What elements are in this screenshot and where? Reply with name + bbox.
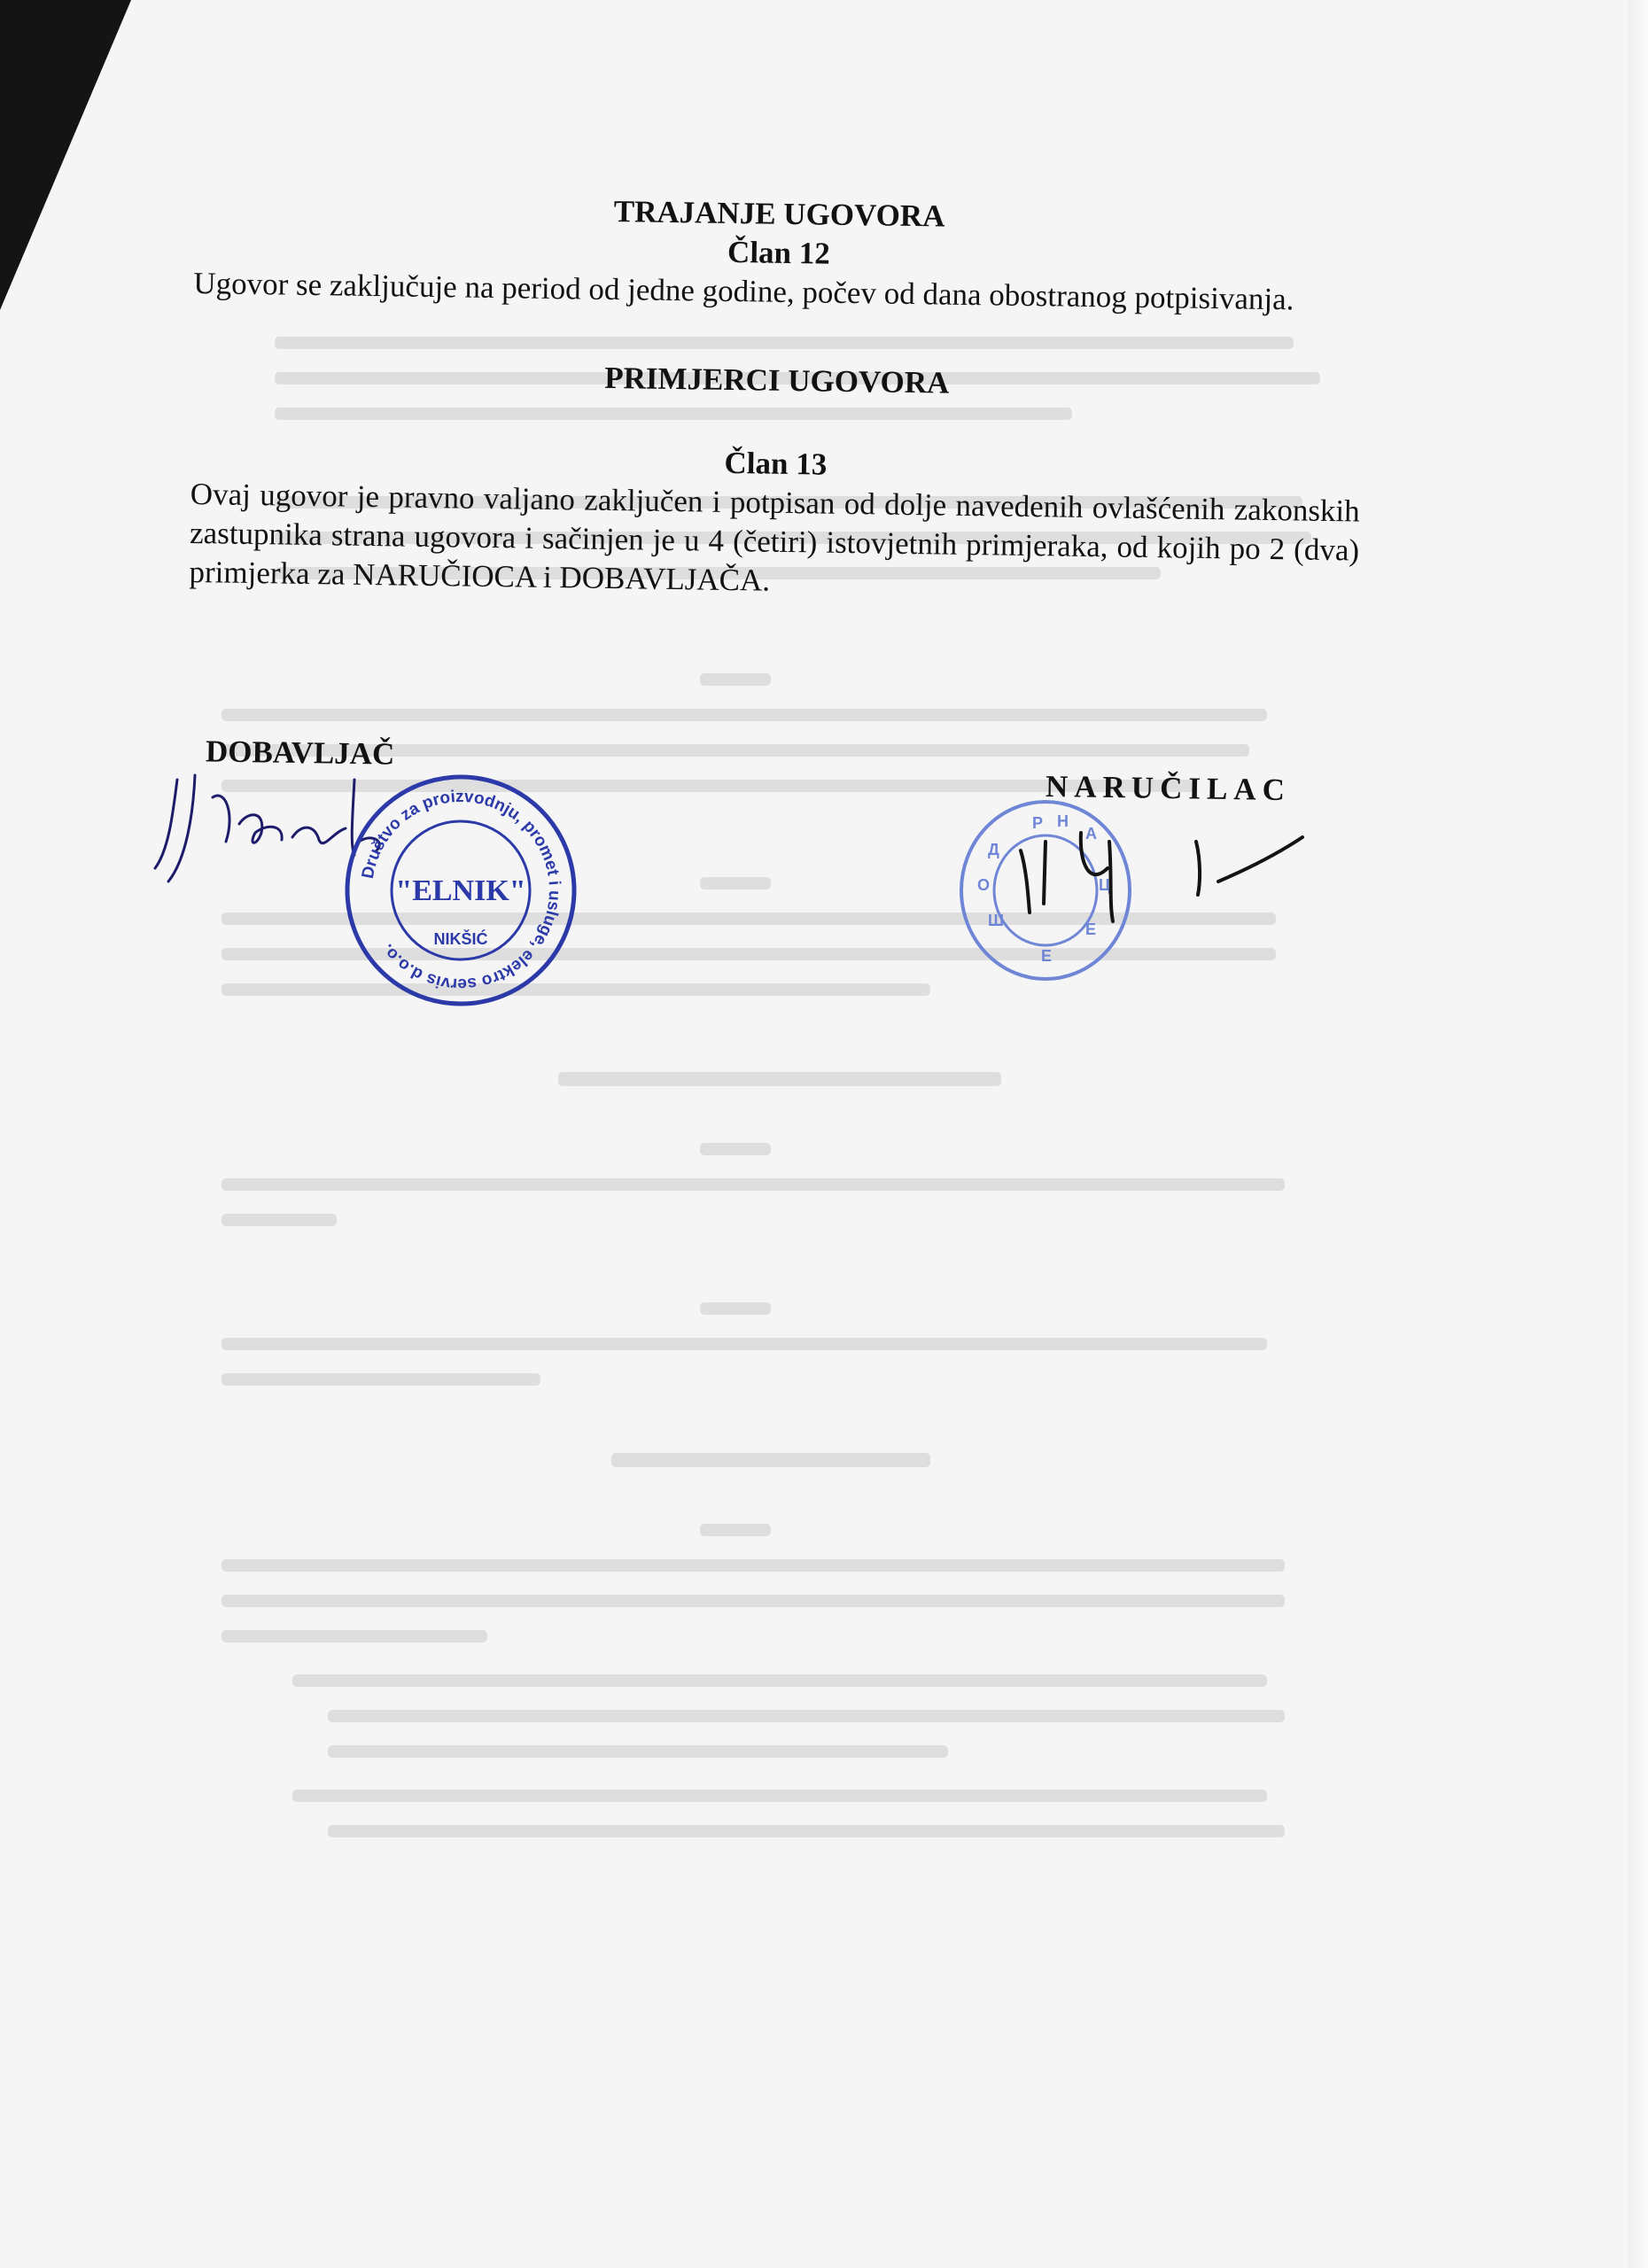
svg-text:Р: Р <box>1032 814 1044 832</box>
svg-text:Ш: Ш <box>988 912 1005 929</box>
article-12-title: Član 12 <box>727 234 831 271</box>
article-13-text: Ovaj ugovor je pravno valjano zaključen i potpisan od dolje navedenih ovlašćenih zakonskih zastupnika strana ugovora i sačinjen je u 4 (četiri) istovjetnih primjeraka, od kojih po 2 (dva) primjerka za NARUČIOCA i DOBAVLJAČA. <box>189 476 1360 598</box>
svg-text:Д: Д <box>988 841 999 858</box>
contract-text <box>189 186 1364 610</box>
svg-text:Н: Н <box>1057 812 1069 830</box>
svg-text:А: А <box>1085 825 1097 843</box>
svg-text:Društvo za proizvodnju, promet: Društvo za proizvodnju, promet i usluge, elektro servis d.o.o. <box>358 787 564 994</box>
svg-text:О: О <box>977 876 991 894</box>
svg-text:Ц: Ц <box>1099 876 1111 894</box>
section-title-duration: TRAJANJE UGOVORA <box>613 194 945 234</box>
stamp-center-text: "ELNIK" <box>395 874 526 907</box>
article-13-title: Član 13 <box>724 445 828 482</box>
svg-text:Е: Е <box>1041 947 1053 965</box>
paper-edge <box>1629 0 1648 2268</box>
svg-text:Е: Е <box>1085 920 1097 938</box>
article-12-text: Ugovor se zaključuje na period od jedne godine, počev od dana obostranog potpisivanja. <box>193 265 1294 317</box>
svg-text:NIKŠIĆ: NIKŠIĆ <box>433 930 488 948</box>
client-label: NARUČILAC <box>1045 768 1292 808</box>
section-title-copies: PRIMJERCI UGOVORA <box>603 360 950 400</box>
supplier-label: DOBAVLJAČ <box>205 734 395 772</box>
